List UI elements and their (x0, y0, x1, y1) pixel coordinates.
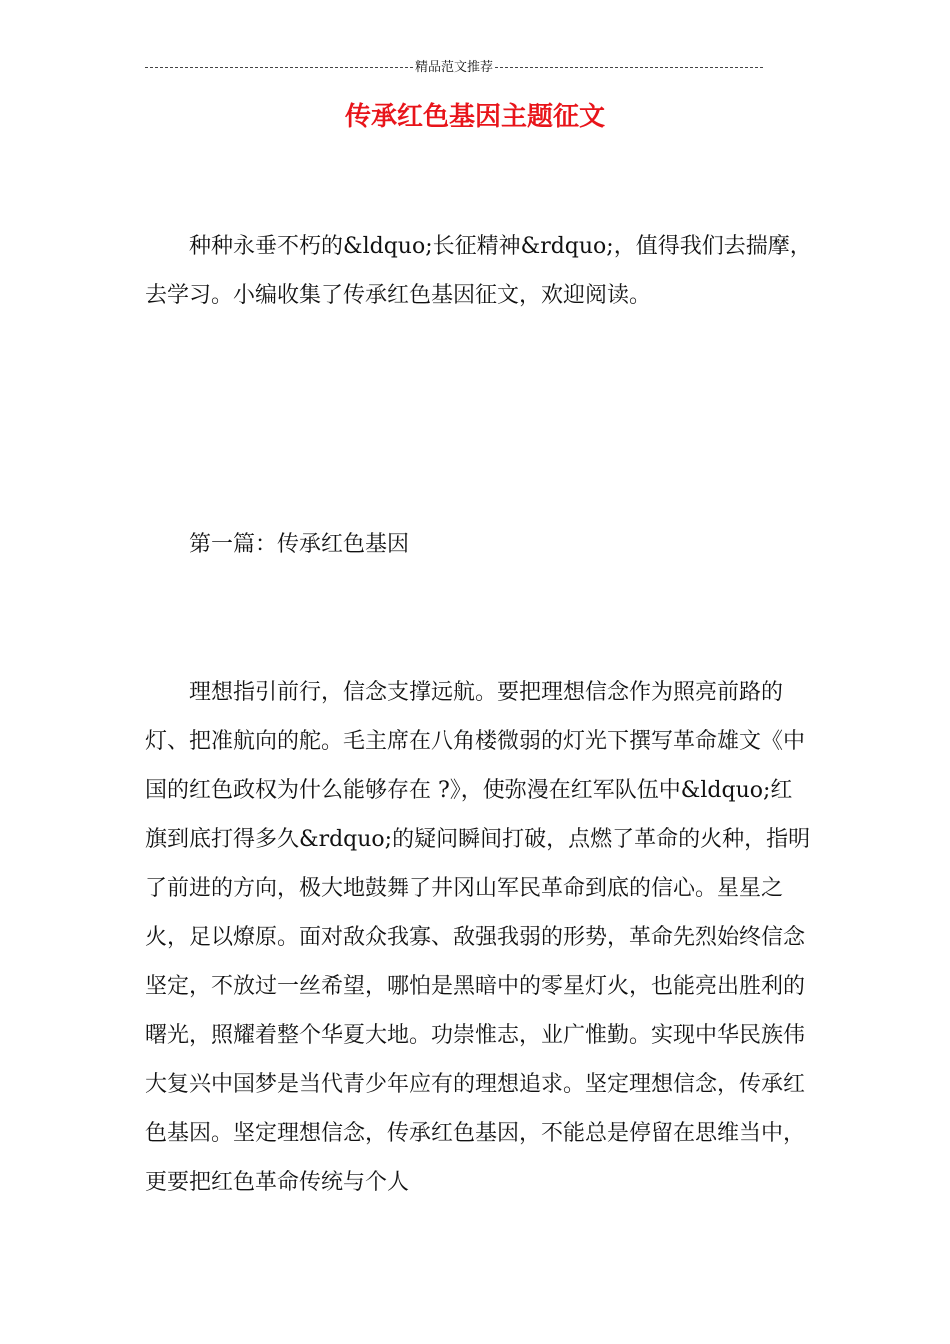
section-heading: 第一篇：传承红色基因 (189, 532, 410, 557)
intro-paragraph: 种种永垂不朽的&ldquo;长征精神&rdquo;，值得我们去揣摩，去学习。小编收集了传承红色基因征文，欢迎阅读。 (145, 234, 812, 308)
body-paragraph: 理想指引前行，信念支撑远航。要把理想信念作为照亮前路的灯、把准航向的舵。毛主席在八角楼微弱的灯光下撰写革命雄文《中国的红色政权为什么能够存在 ?》，使弥漫在红军队伍中&ldquo;红旗到底打得多久&rdquo;的疑问瞬间打破，点燃了革命的火种，指明了前进的方向，极大地鼓舞了井冈山军民革命到底的信心。星星之火，足以燎原。面对敌众我寡、敌强我弱的形势，革命先烈始终信念坚定，不放过一丝希望，哪怕是黑暗中的零星灯火，也能亮出胜利的曙光，照耀着整个华夏大地。功崇惟志，业广惟勤。实现中华民族伟大复兴中国梦是当代青少年应有的理想追求。坚定理想信念，传承红色基因。坚定理想信念，传承红色基因，不能总是停留在思维当中，更要把红色革命传统与个人 (145, 680, 811, 1195)
document-title: 传承红色基因主题征文 (344, 102, 605, 132)
page-header (145, 58, 763, 78)
header-label: 精品范文推荐 (413, 58, 495, 78)
